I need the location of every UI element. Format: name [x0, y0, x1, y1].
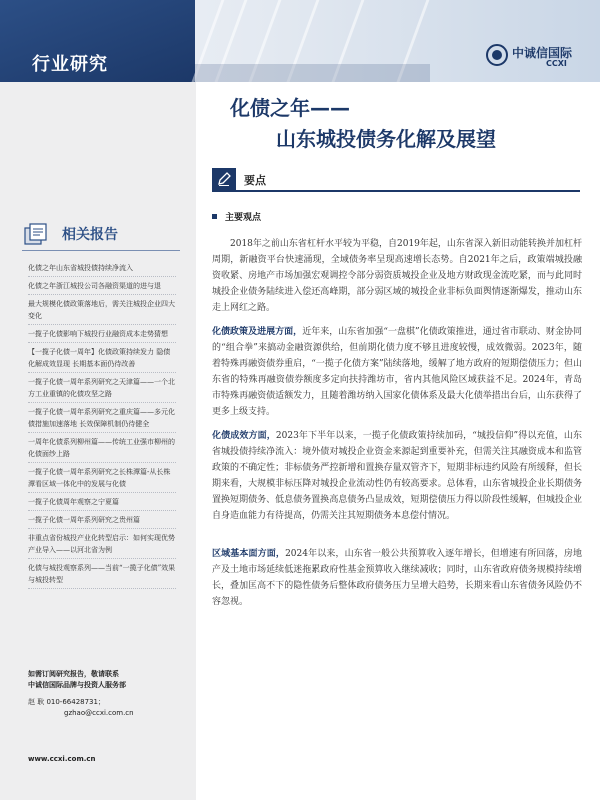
key-points-tab [212, 168, 236, 190]
key-points-header [212, 168, 580, 192]
contact-email[interactable]: gzhao@ccxi.com.cn [64, 709, 134, 717]
related-report-link[interactable]: 一揽子化债周年观察之宁夏篇 [28, 494, 176, 511]
key-points-title: 要点 [244, 174, 266, 187]
header-decor-bar [190, 64, 430, 82]
paragraph-fundamentals [212, 546, 582, 610]
related-report-link[interactable]: 化债与城投观察系列——当前“一揽子化债”效果与城投转型 [28, 560, 176, 589]
paragraph-text: 2024年以来，山东省一般公共预算收入逐年增长，但增速有所回落，房地产及土地市场延续低迷拖累政府性基金预算收入继续减收；同时，山东省政府债务规模持续增长，叠加匡高不下的隐性债务后整体政府债务压力呈增大趋势，长期来看山东省债务风险仍不容忽视。 [212, 549, 582, 607]
report-title-line1: 化债之年—— [230, 96, 350, 120]
main-points-heading-text: 主要观点 [225, 213, 262, 223]
contact-lead-line2: 中诚信国际品牌与投资人服务部 [28, 681, 126, 689]
related-reports-divider [22, 250, 180, 251]
logo-sub: CCXI [546, 59, 567, 68]
pencil-icon [216, 171, 232, 187]
related-report-link[interactable]: 一揽子化债一周年系列研究之重庆篇——多元化债措施加速落地 长效保障机制仍待健全 [28, 404, 176, 433]
report-title-line2: 山东城投债务化解及展望 [276, 127, 496, 151]
paragraph-overview [212, 236, 582, 316]
related-report-link[interactable]: 最大规模化债政策落地后，需关注城投企业四大变化 [28, 296, 176, 325]
company-logo [486, 44, 586, 74]
square-bullet-icon [212, 214, 217, 219]
report-header [0, 0, 600, 82]
logo-mark-icon [486, 44, 508, 66]
sidebar [0, 82, 196, 800]
contact-person: 赵 耿 010-66428731； [28, 698, 105, 706]
document-stack-icon [22, 222, 52, 246]
contact-lead-line1: 如需订阅研究报告，敬请联系 [28, 670, 119, 678]
key-points-rule [212, 190, 580, 192]
paragraph-lead: 化债成效方面， [212, 431, 276, 441]
related-report-link[interactable]: 一揽子化债一周年系列研究之贵州篇 [28, 512, 176, 529]
related-reports-list [28, 260, 176, 590]
related-report-link[interactable]: 非重点省份城投产业化转型启示：如何实现优势产业导入——以河北省为例 [28, 530, 176, 559]
logo-name: 中诚信国际 [512, 46, 573, 60]
paragraph-results [212, 428, 582, 524]
paragraph-lead: 化债政策及进展方面， [212, 327, 303, 337]
subscription-contact [28, 669, 188, 719]
paragraph-text: 近年来，山东省加强“一盘棋”化债政策推进，通过省市联动、财金协同的“组合拳”来搞动金融资源供给，但前期化债力度不够且进度较慢，成效微弱。2023年，随着特殊再融资债券重启，“一揽子化债方案”陆续落地，缓解了地方政府的短期偿债压力；但山东省的特殊再融资债券额度多定向扶持潍坊市，省内其他风险区域获益不足。2024年，青岛市特殊再融资债适额发力，且随着潍坊纳入国家化债体系及最大化债举措出台后，山东获得了更多上级支持。 [212, 327, 582, 417]
section-title: 行业研究 [32, 54, 108, 75]
paragraph-text: 2018年之前山东省杠杆水平较为平稳，自2019年起，山东省深入新旧动能转换并加杠杆周期，新融资平台快速涌现，全域债务率呈现高速增长态势。自2021年之后，政策端城投融资收紧、房地产市场加强宏观调控令部分弱资质城投企业及地方财政现金流吃紧，而与此同时城投企业债务陆续进入偿还高峰期，部分弱区域的城投企业非标负面舆情逐渐爆发，推动山东走上网红之路。 [212, 239, 582, 313]
related-report-link[interactable]: 一周年化债系列柳州篇——传统工业强市柳州的化债面纱上路 [28, 434, 176, 463]
related-report-link[interactable]: 一揽子化债影响下城投行业融资成本走势猜想 [28, 326, 176, 343]
related-reports-title: 相关报告 [62, 227, 118, 243]
related-reports-header [22, 222, 182, 246]
related-report-link[interactable]: 【一揽子化债一周年】化债政策持续发力 隐债化解成效显现 长期基本面仍待改善 [28, 344, 176, 373]
paragraph-policy [212, 324, 582, 420]
paragraph-text: 2023年下半年以来，一揽子化债政策持续加码，“城投信仰”得以充值，山东省城投债持续净流入：境外债对城投企业资金来源起到重要补充，但需关注其融资成本和监管政策的不确定性；非标债务严控新增和置换存量双管齐下，短期非标违约风险有所缓释，但长期来看，大规模非标压降对城投企业流动性仍有较高要求。总体看，山东省城投企业长期债务置换短期债务、低息债务置换高息债务凸显成效，短期偿债压力得以阶段性缓解，但城投企业自身造血能力有待提高，仍需关注其短期债务本息偿付情况。 [212, 431, 582, 521]
main-points-heading [212, 210, 261, 223]
related-report-link[interactable]: 化债之年山东省城投债持续净流入 [28, 260, 176, 277]
website-link[interactable]: www.ccxi.com.cn [28, 755, 96, 763]
related-report-link[interactable]: 一揽子化债一周年系列研究之长株潭篇-从长株潭看区域一体化中的发展与化债 [28, 464, 176, 493]
related-report-link[interactable]: 一揽子化债一周年系列研究之天津篇——一个北方工业重镇的化债攻坚之路 [28, 374, 176, 403]
related-report-link[interactable]: 化债之年浙江城投公司各融资渠道的进与退 [28, 278, 176, 295]
paragraph-lead: 区域基本面方面， [212, 549, 286, 559]
